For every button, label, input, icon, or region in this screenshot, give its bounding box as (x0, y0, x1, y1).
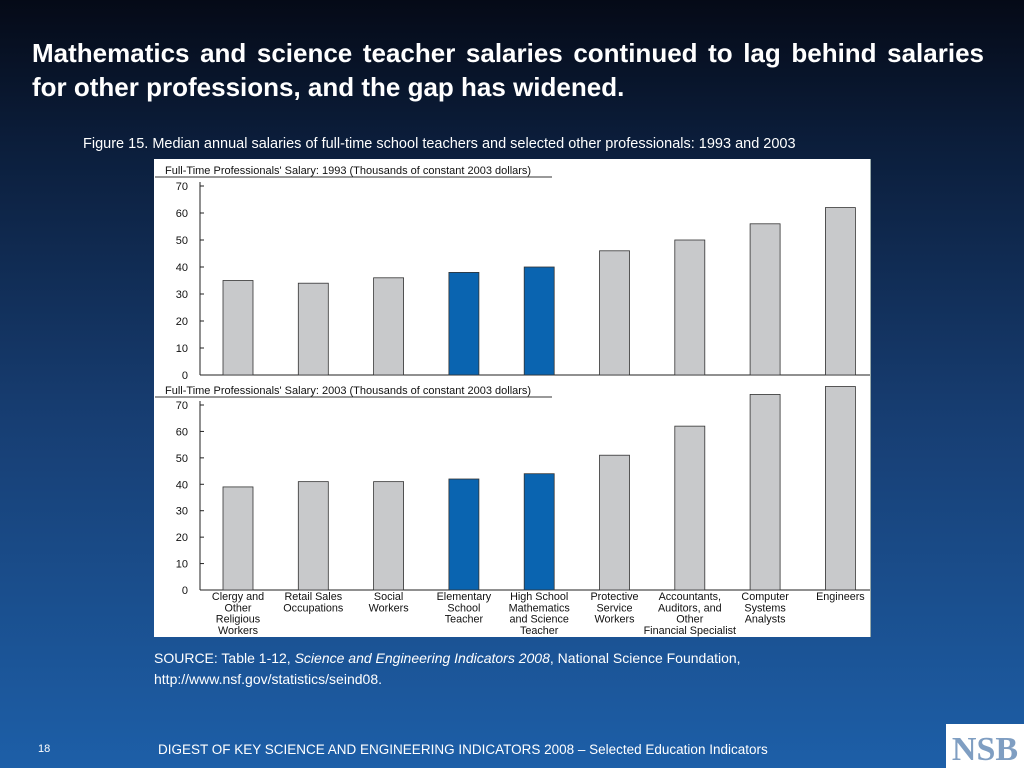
y-tick-label: 70 (175, 181, 188, 193)
y-tick-label: 0 (181, 370, 188, 382)
category-label: Engineers (816, 591, 865, 603)
category-label: and Science (509, 613, 569, 626)
y-tick-label: 40 (175, 479, 188, 492)
bar-2003-2 (374, 482, 404, 590)
y-tick-label: 50 (175, 235, 188, 247)
category-label: School (447, 602, 481, 615)
y-tick-label: 30 (175, 505, 188, 518)
bar-1993-4 (524, 267, 554, 375)
chart-title: Full-Time Professionals' Salary: 2003 (Thousands of constant 2003 dollars) (165, 385, 532, 397)
category-label: Clergy and (211, 591, 265, 603)
category-label: Auditors, and (657, 602, 722, 615)
category-label: Mathematics (508, 602, 570, 615)
footer-text: DIGEST OF KEY SCIENCE AND ENGINEERING INDICATORS 2008 – Selected Education Indicators (158, 742, 768, 757)
salary-charts (154, 159, 871, 637)
category-label: Service (596, 602, 633, 615)
source-title: Science and Engineering Indicators 2008 (294, 650, 550, 666)
category-label: Financial Specialist (643, 624, 737, 637)
bar-2003-6 (675, 426, 705, 590)
category-label: Religious (215, 613, 261, 626)
page-number: 18 (38, 743, 51, 755)
bar-1993-3 (449, 272, 479, 375)
category-label: Protective (590, 591, 639, 603)
slide-headline: Mathematics and science teacher salaries continued to lag behind salaries for other professions, and the gap has widened. (32, 38, 984, 102)
bar-2003-3 (449, 479, 479, 590)
category-label: Other (224, 602, 252, 615)
y-tick-label: 20 (175, 316, 188, 328)
category-label: Workers (368, 602, 409, 615)
figure-caption: Figure 15. Median annual salaries of full-time school teachers and selected other professionals: 1993 and 2003 (83, 136, 796, 152)
y-tick-label: 30 (175, 289, 188, 301)
bar-2003-4 (524, 474, 554, 590)
category-label: Analysts (744, 613, 786, 626)
category-label: Systems (744, 602, 786, 615)
source-suffix: , National Science Foundation, http://www.nsf.gov/statistics/seind08. (154, 650, 741, 687)
bar-1993-8 (825, 208, 855, 375)
category-label: Elementary (436, 591, 492, 603)
category-label: Workers (218, 624, 258, 637)
category-label: Teacher (444, 613, 484, 626)
bar-2003-5 (600, 455, 630, 590)
nsb-logo (946, 724, 1024, 768)
category-label: Social (373, 591, 404, 603)
nsb-logo-text: NSB (951, 731, 1019, 768)
y-tick-label: 70 (175, 400, 188, 412)
category-label: Teacher (519, 624, 559, 637)
y-tick-label: 0 (181, 585, 188, 597)
bar-2003-1 (298, 482, 328, 590)
y-tick-label: 10 (175, 558, 188, 571)
bar-1993-7 (750, 224, 780, 375)
source-note (154, 648, 794, 690)
source-prefix: SOURCE: Table 1-12, (154, 650, 295, 666)
category-label: Computer (741, 591, 789, 603)
category-label: Other (676, 613, 704, 626)
bar-2003-0 (223, 487, 253, 590)
bar-2003-7 (750, 394, 780, 590)
y-tick-label: 40 (175, 262, 188, 274)
y-tick-label: 50 (175, 452, 188, 465)
y-tick-label: 60 (175, 426, 188, 439)
bar-1993-5 (600, 251, 630, 375)
bar-1993-2 (374, 278, 404, 375)
y-tick-label: 10 (175, 343, 188, 355)
bar-1993-1 (298, 283, 328, 375)
bar-1993-6 (675, 240, 705, 375)
y-tick-label: 60 (175, 208, 188, 220)
category-label: Retail Sales (284, 591, 343, 603)
category-label: High School (510, 591, 569, 603)
category-label: Accountants, (658, 591, 722, 603)
y-tick-label: 20 (175, 532, 188, 545)
chart-title: Full-Time Professionals' Salary: 1993 (Thousands of constant 2003 dollars) (165, 165, 532, 177)
category-label: Workers (594, 613, 635, 626)
bar-1993-0 (223, 281, 253, 376)
category-label: Occupations (283, 602, 344, 615)
bar-2003-8 (825, 387, 855, 591)
salary-chart-panel (154, 159, 871, 637)
